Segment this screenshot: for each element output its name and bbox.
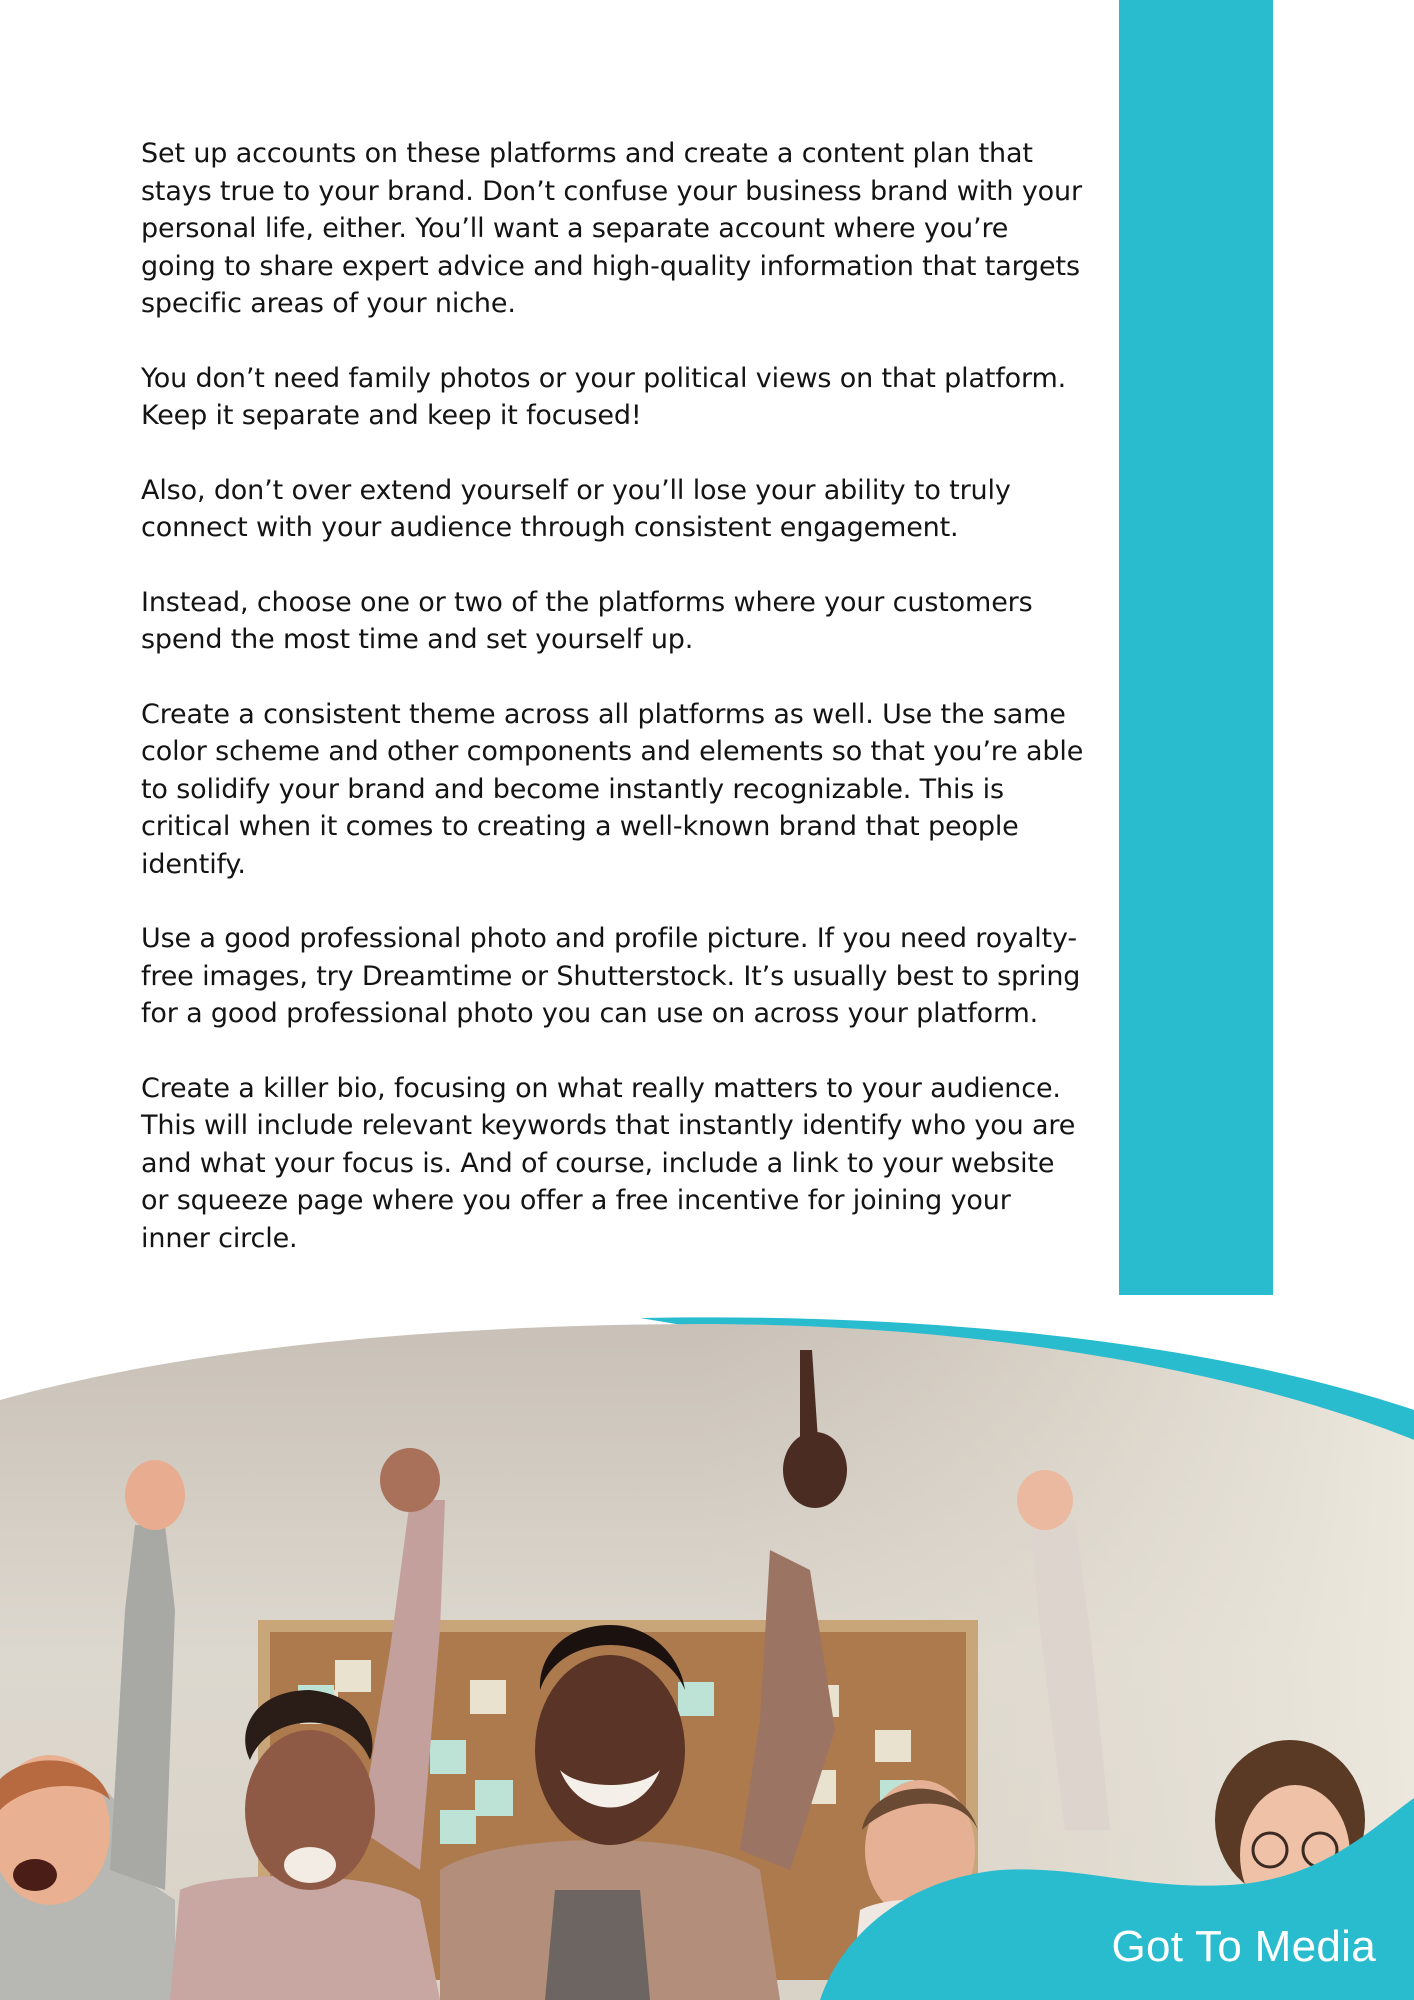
paragraph-consistent-theme: Create a consistent theme across all platforms as well. Use the same color scheme and other components and elements so that you’re able to solidify your brand and become instantly recognizable. This is critical when it comes to creating a well‐known brand that people identify. (141, 698, 1084, 880)
team-celebration-photo (0, 1310, 1414, 2000)
paragraph-accounts: Set up accounts on these platforms and create a content plan that stays true to your brand. Don’t confuse your business brand with your personal life, either. You’ll want a separate account where you’re going to share expert advice and high-quality information that targets specific areas of your niche. (141, 138, 1082, 319)
paragraph-profile-photo: Use a good professional photo and profile picture. If you need royalty-free images, try Dreamtime or Shutterstock. It’s usually best to spring for a good professional photo you can use on across your platform. (141, 923, 1081, 1029)
accent-sidebar-bar (1119, 0, 1273, 1295)
paragraph-killer-bio: Create a killer bio, focusing on what really matters to your audience. This will include relevant keywords that instantly identify who you are and what your focus is. And of course, include a link to your website or squeeze page where you offer a free incentive for joining your inner circle. (141, 1072, 1076, 1254)
article-body (141, 135, 1086, 1294)
paragraph-over-extend: Also, don’t over extend yourself or you’ll lose your ability to truly connect with your audience through consistent engagement. (141, 474, 1011, 543)
paragraph-choose-platforms: Instead, choose one or two of the platforms where your customers spend the most time and set yourself up. (141, 586, 1033, 655)
paragraph-family-photos: You don’t need family photos or your political views on that platform. Keep it separate and keep it focused! (141, 362, 1067, 431)
brand-logo-text: Got To Media (1111, 1922, 1376, 1971)
